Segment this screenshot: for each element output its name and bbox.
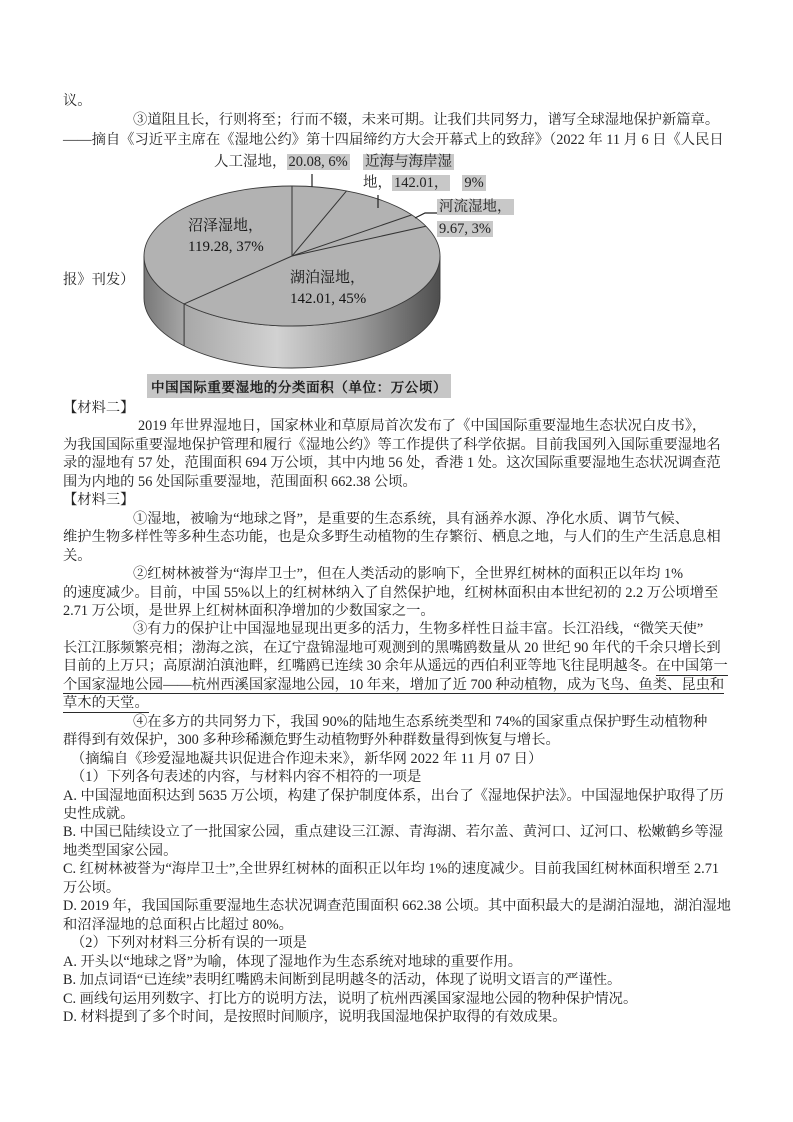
pie-label-text: 地， — [363, 175, 392, 191]
pie-label-text: 人工湿地， — [214, 154, 287, 170]
left-margin-continuation-text: 报》刊发） — [63, 272, 135, 288]
text-run: C. 红树林被誉为“海岸卫士”,全世界红树林的面积正以年均 1%的速度减少。目前我国红树林面积增至 2.71 — [63, 861, 720, 878]
text-line — [63, 713, 765, 731]
text-line — [63, 111, 765, 130]
text-line — [63, 547, 765, 565]
text-line — [63, 953, 765, 971]
underlined-text-run: 草木的天堂。 — [63, 695, 149, 712]
pie-label-percent: 9% — [464, 175, 484, 191]
text-line — [63, 842, 765, 860]
text-line — [63, 787, 765, 805]
text-run: ②红树林被誉为“海岸卫士”，但在人类活动的影响下，全世界红树林的面积正以年均 1% — [133, 566, 684, 583]
text-run: 的速度减少。目前，中国 55%以上的红树林纳入了自然保护地，红树林面积由本世纪初的 2.2 万公顷增至 — [63, 584, 719, 601]
text-run: 史性成就。 — [63, 805, 135, 822]
text-run: （2）下列对材料三分析有误的一项是 — [71, 935, 307, 952]
text-run: 录的湿地有 57 处，范围面积 694 万公顷，其中内地 56 处，香港 1 处。这次国际重要湿地生态状况调查范 — [63, 455, 721, 472]
text-line — [63, 92, 765, 111]
text-line — [63, 620, 765, 638]
pie-label-text: 沼泽湿地， — [188, 218, 264, 234]
text-run: 2.71 万公顷，是世界上红树林面积净增加的少数国家之一。 — [63, 602, 435, 619]
text-line — [63, 934, 765, 952]
text-run: ③道阻且长，行则将至；行而不辍，未来可期。让我们共同努力，谱写全球湿地保护新篇章。 — [133, 112, 720, 129]
text-run: D. 材料提到了多个时间，是按照时间顺序，说明我国湿地保护取得的有效成果。 — [63, 1008, 567, 1025]
text-line — [63, 584, 765, 602]
text-line — [63, 916, 765, 934]
text-line — [63, 768, 765, 786]
text-run: C. 画线句运用列数字、打比方的说明方法，说明了杭州西溪国家湿地公园的物种保护情况。 — [63, 990, 638, 1007]
text-run: ④在多方的共同努力下，我国 90%的陆地生态系统类型和 74%的国家重点保护野生动植物种 — [133, 713, 708, 730]
text-run: ——摘自《习近平主席在《湿地公约》第十四届缔约方大会开幕式上的致辞》（2022 年 11 月 6 日《人民日 — [63, 131, 724, 148]
text-line — [63, 860, 765, 878]
chart-title: 中国国际重要湿地的分类面积（单位：万公顷） — [147, 374, 451, 398]
pie-label-marsh-wetland — [188, 216, 264, 257]
pie-label-coastal-wetland — [363, 152, 486, 193]
text-line — [63, 1008, 765, 1026]
text-line — [63, 565, 765, 583]
text-line — [63, 510, 765, 528]
text-run: ①湿地，被喻为“地球之肾”，是重要的生态系统，具有涵养水源、净化水质、调节气候、 — [133, 510, 689, 527]
text-run: 关。 — [63, 547, 92, 564]
pie-label-value: 20.08, 6% — [288, 154, 348, 170]
text-line — [63, 131, 765, 150]
text-line — [63, 602, 765, 620]
text-line — [63, 731, 765, 749]
pie-label-text: 河流湿地， — [439, 199, 512, 215]
pie-label-value: 9.67, 3% — [439, 221, 491, 237]
pie-label-value: 142.01， — [394, 175, 449, 191]
text-run: 万公顷。 — [63, 879, 121, 896]
pie-label-text: 近海与海岸湿 — [365, 154, 452, 170]
text-line — [63, 436, 765, 454]
text-line — [63, 971, 765, 989]
text-run: 为我国国际重要湿地保护管理和履行《湿地公约》等工作提供了科学依据。目前我国列入国际重要湿地名 — [63, 436, 721, 453]
pie-label-lake-wetland — [290, 268, 366, 309]
text-line — [63, 879, 765, 897]
text-run: D. 2019 年，我国国际重要湿地生态状况调查范围面积 662.38 公顷。其中面积最大的是湖泊湿地，湖泊湿地 — [63, 898, 731, 915]
text-line — [63, 823, 765, 841]
underlined-text-run: 个国家湿地公园——杭州西溪国家湿地公园，10 年来，增加了近 700 种动植物，成为飞鸟、鱼类、昆虫和 — [63, 676, 725, 693]
text-line — [63, 657, 765, 675]
text-run: A. 中国湿地面积达到 5635 万公顷，构建了保护制度体系，出台了《湿地保护法》。中国湿地保护取得了历 — [63, 787, 724, 804]
text-line — [63, 805, 765, 823]
underlined-text-run: 在中国第一 — [656, 658, 728, 675]
text-line — [63, 528, 765, 546]
text-run: B. 加点词语“已连续”表明红嘴鸥未间断到昆明越冬的活动，体现了说明文语言的严谨性。 — [63, 972, 622, 989]
text-line — [63, 473, 765, 491]
text-line — [63, 750, 765, 768]
text-run: 目前的上万只；高原湖泊滇池畔，红嘴鸥已连续 30 余年从遥远的西伯利亚等地飞往昆明越冬。 — [63, 658, 657, 675]
text-run: 【材料三】 — [63, 492, 135, 509]
text-line — [63, 639, 765, 657]
wetland-pie-chart — [63, 150, 765, 404]
text-run: 议。 — [63, 93, 92, 109]
text-run: 2019 年世界湿地日，国家林业和草原局首次发布了《中国国际重要湿地生态状况白皮书》， — [138, 418, 707, 435]
text-run: 和沼泽湿地的总面积占比超过 80%。 — [63, 916, 293, 933]
text-run: A. 开头以“地球之肾”为喻，体现了湿地作为生态系统对地球的重要作用。 — [63, 953, 523, 970]
text-run: ③有力的保护让中国湿地显现出更多的活力，生物多样性日益丰富。长江沿线，“微笑天使” — [133, 621, 704, 638]
body-text-block — [63, 399, 765, 1026]
text-line — [63, 417, 765, 435]
pie-label-text: 湖泊湿地， — [290, 270, 366, 286]
pie-label-river-wetland — [437, 197, 514, 239]
text-run: （1）下列各句表述的内容，与材料内容不相符的一项是 — [71, 769, 422, 786]
pie-label-artificial-wetland — [214, 152, 350, 172]
text-run: 地类型国家公园。 — [63, 842, 178, 859]
text-run: B. 中国已陆续设立了一批国家公园，重点建设三江源、青海湖、若尔盖、黄河口、辽河口、松嫩鹤乡等湿 — [63, 824, 724, 841]
text-line — [63, 897, 765, 915]
text-line — [63, 399, 765, 417]
text-run: 长江江豚频繁亮相；渤海之滨，在辽宁盘锦湿地可观测到的黑嘴鸥数量从 20 世纪 90 年代的千余只增长到 — [63, 639, 721, 656]
text-run: （摘编自《珍爱湿地凝共识促进合作迎未来》，新华网 2022 年 11 月 07 日） — [71, 750, 543, 767]
text-run: 围为内地的 56 处国际重要湿地，范围面积 662.38 公顷。 — [63, 473, 417, 490]
top-text-block — [63, 92, 765, 150]
pie-label-value: 119.28, 37% — [188, 238, 264, 255]
text-run: 维护生物多样性等多种生态功能，也是众多野生动植物的生存繁衍、栖息之地，与人们的生产生活息息相 — [63, 529, 721, 546]
text-line — [63, 694, 765, 712]
text-line — [63, 990, 765, 1008]
text-run: 群得到有效保护，300 多种珍稀濒危野生动植物野外种群数量得到恢复与增长。 — [63, 732, 560, 749]
text-line — [63, 676, 765, 694]
pie-label-value: 142.01, 45% — [290, 290, 367, 307]
text-run: 【材料二】 — [63, 400, 135, 416]
text-line — [63, 454, 765, 472]
text-line — [63, 491, 765, 509]
